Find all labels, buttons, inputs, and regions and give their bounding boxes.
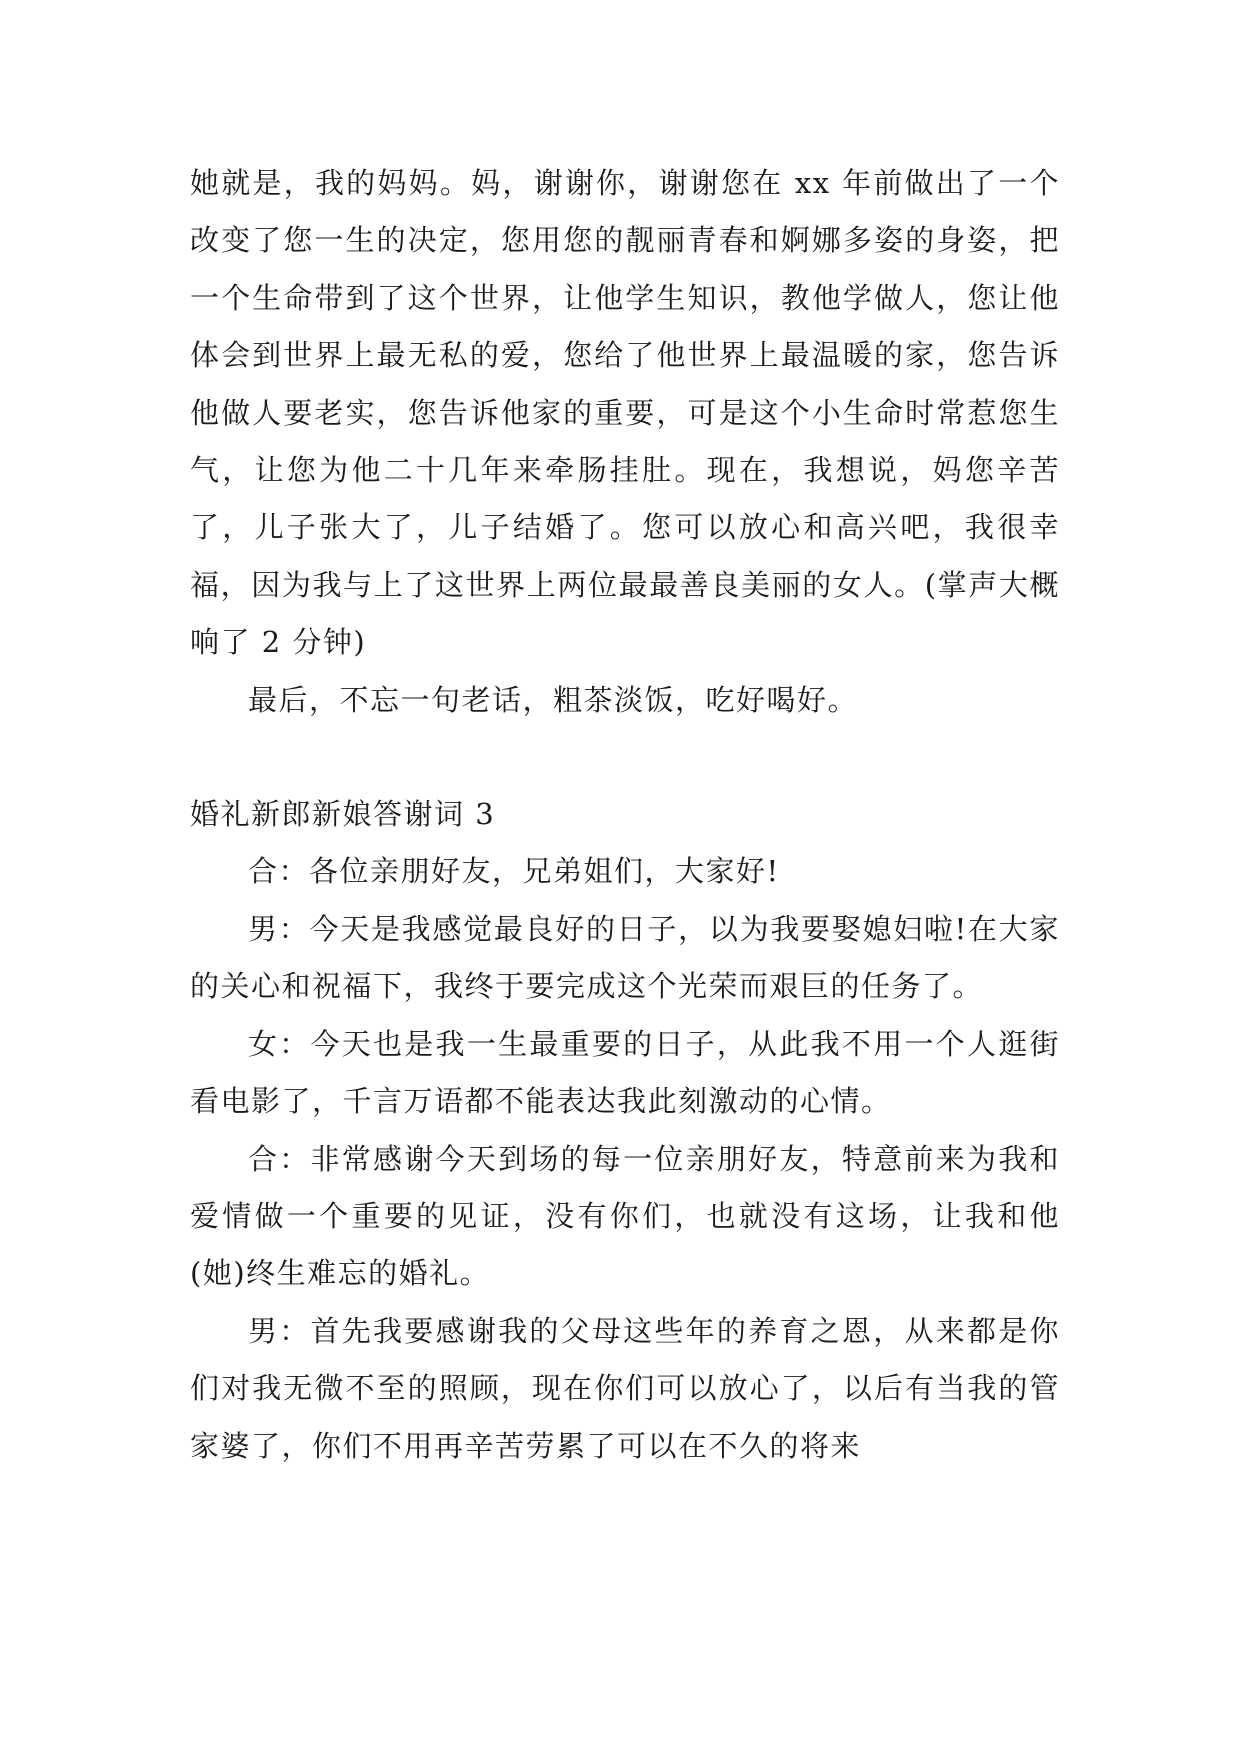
paragraph-together-thanks: 合：非常感谢今天到场的每一位亲朋好友，特意前来为我和爱情做一个重要的见证，没有你们，也就没有这场，让我和他(她)终生难忘的婚礼。 — [190, 1141, 1060, 1291]
document-body — [190, 155, 1060, 1475]
paragraph-greeting: 合：各位亲朋好友，兄弟姐们，大家好! — [248, 854, 780, 889]
paragraph-groom-parents: 男：首先我要感谢我的父母这些年的养育之恩，从来都是你们对我无微不至的照顾，现在你们可以放心了，以后有当我的管家婆了，你们不用再辛苦劳累了可以在不久的将来 — [190, 1313, 1060, 1463]
paragraph-groom-intro: 男：今天是我感觉最良好的日子，以为我要娶媳妇啦!在大家的关心和祝福下，我终于要完成这个光荣而艰巨的任务了。 — [190, 911, 1060, 1004]
paragraph-mother-thanks: 她就是，我的妈妈。妈，谢谢你，谢谢您在 xx 年前做出了一个改变了您一生的决定，您用您的靓丽青春和婀娜多姿的身姿，把一个生命带到了这个世界，让他学生知识，教他学做人，您让他体会到世界上最无私的爱，您给了他世界上最温暖的家，您告诉他做人要老实，您告诉他家的重要，可是这个小生命时常惹您生气，让您为他二十几年来牵肠挂肚。现在，我想说，妈您辛苦了，儿子张大了，儿子结婚了。您可以放心和高兴吧，我很幸福，因为我与上了这世界上两位最最善良美丽的女人。(掌声大概响了 2 分钟) — [190, 166, 1060, 660]
paragraph-bride-intro: 女：今天也是我一生最重要的日子，从此我不用一个人逛街看电影了，千言万语都不能表达我此刻激动的心情。 — [190, 1026, 1060, 1119]
section-title: 婚礼新郎新娘答谢词 3 — [190, 797, 496, 832]
paragraph-closing: 最后，不忘一句老话，粗茶淡饭，吃好喝好。 — [248, 682, 859, 717]
